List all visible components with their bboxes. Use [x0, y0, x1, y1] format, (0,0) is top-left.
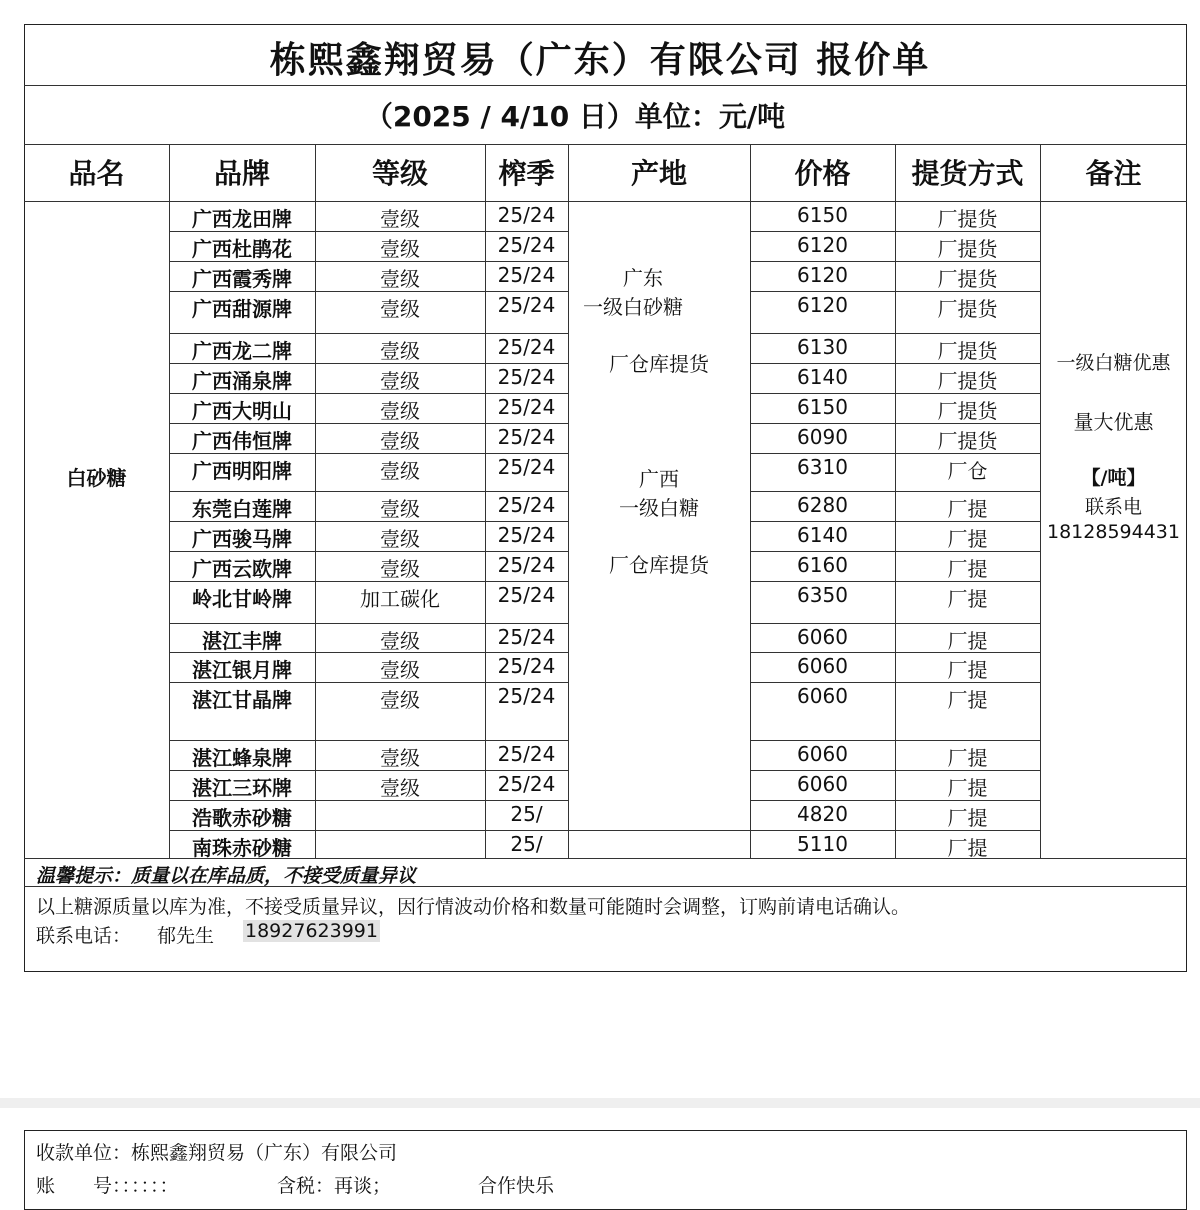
price-cell: 6120: [797, 263, 848, 287]
season-cell: 25/24: [497, 493, 556, 517]
origin-guangxi-delivery: 厂仓库提货: [609, 553, 709, 577]
price-cell: 6130: [797, 335, 848, 359]
price-cell: 6150: [797, 203, 848, 227]
brand-cell: 东莞白莲牌: [192, 497, 292, 521]
price-cell: 6150: [797, 395, 848, 419]
grade-cell: 壹级: [380, 746, 420, 770]
remark-contact-label: 联系电: [1084, 496, 1142, 518]
price-cell: 6140: [797, 523, 848, 547]
table-row: [169, 423, 1040, 453]
grade-cell: 壹级: [380, 297, 420, 321]
table-row: [169, 231, 1040, 261]
season-cell: 25/24: [497, 365, 556, 389]
table-row: [169, 652, 1040, 682]
brand-cell: 广西龙田牌: [192, 207, 292, 231]
price-cell: 6120: [797, 293, 848, 317]
grade-cell: 壹级: [380, 339, 420, 363]
quality-warning: 温馨提示：质量以在库品质，不接受质量异议: [36, 865, 417, 887]
season-cell: 25/24: [497, 742, 556, 766]
grade-cell: 壹级: [380, 688, 420, 712]
header-remark: 备注: [1085, 157, 1142, 190]
divider: [24, 85, 1187, 86]
season-cell: 25/24: [497, 772, 556, 796]
header-brand: 品牌: [213, 157, 270, 190]
header-origin: 产地: [630, 157, 687, 190]
delivery-cell: 厂提: [947, 658, 988, 682]
grade-cell: 壹级: [380, 369, 420, 393]
grade-cell: 壹级: [380, 629, 420, 653]
header-price: 价格: [794, 157, 851, 190]
season-cell: 25/24: [497, 335, 556, 359]
delivery-cell: 厂提货: [937, 429, 998, 453]
payee-line: 收款单位：栋熙鑫翔贸易（广东）有限公司: [36, 1142, 398, 1164]
price-cell: 5110: [797, 832, 848, 856]
divider: [24, 144, 1187, 145]
delivery-cell: 厂提: [947, 527, 988, 551]
price-cell: 6060: [797, 684, 848, 708]
price-cell: 6060: [797, 625, 848, 649]
price-cell: 6310: [797, 455, 848, 479]
brand-cell: 广西杜鹃花: [192, 237, 292, 261]
remark-unit: 【/吨】: [1081, 467, 1146, 489]
table-row: [169, 800, 1040, 830]
season-cell: 25/24: [497, 263, 556, 287]
price-cell: 6060: [797, 772, 848, 796]
page-separator: [0, 1098, 1200, 1108]
grade-cell: 壹级: [380, 459, 420, 483]
brand-cell: 湛江银月牌: [192, 658, 292, 682]
season-cell: 25/24: [497, 233, 556, 257]
quality-notice: 以上糖源质量以库为准，不接受质量异议，因行情波动价格和数量可能随时会调整，订购前请电话确认。: [36, 896, 911, 918]
table-row: [169, 830, 1040, 858]
header-season: 榨季: [498, 157, 555, 190]
price-cell: 4820: [797, 802, 848, 826]
table-row: [169, 740, 1040, 770]
season-cell: 25/24: [497, 684, 556, 708]
grade-cell: 壹级: [380, 399, 420, 423]
remark-contact-phone: 18128594431: [1047, 521, 1180, 543]
season-cell: 25/24: [497, 625, 556, 649]
delivery-cell: 厂提: [947, 776, 988, 800]
grade-cell: 壹级: [380, 429, 420, 453]
grade-cell: 壹级: [380, 557, 420, 581]
account-line: 账 号：：：：：：: [36, 1175, 179, 1197]
brand-cell: 广西霞秀牌: [192, 267, 292, 291]
origin-guangxi-region: 广西: [639, 467, 679, 491]
divider: [24, 858, 1187, 859]
delivery-cell: 厂提: [947, 746, 988, 770]
delivery-cell: 厂提货: [937, 297, 998, 321]
origin-guangdong-region: 广东: [623, 266, 663, 290]
season-cell: 25/24: [497, 583, 556, 607]
document-title: 栋熙鑫翔贸易（广东）有限公司 报价单: [269, 40, 931, 81]
brand-cell: 广西甜源牌: [192, 297, 292, 321]
grade-cell: 壹级: [380, 527, 420, 551]
brand-cell: 广西大明山: [192, 399, 292, 423]
price-cell: 6060: [797, 742, 848, 766]
closing-note: 合作快乐: [478, 1175, 555, 1197]
season-cell: 25/24: [497, 553, 556, 577]
grade-cell: 壹级: [380, 237, 420, 261]
delivery-cell: 厂提: [947, 497, 988, 521]
brand-cell: 广西明阳牌: [192, 459, 292, 483]
delivery-cell: 厂仓: [947, 459, 988, 483]
brand-cell: 广西龙二牌: [192, 339, 292, 363]
brand-cell: 湛江丰牌: [202, 629, 282, 653]
brand-cell: 湛江三环牌: [192, 776, 292, 800]
brand-cell: 湛江甘晶牌: [192, 688, 292, 712]
brand-cell: 广西云欧牌: [192, 557, 292, 581]
brand-cell: 广西伟恒牌: [192, 429, 292, 453]
delivery-cell: 厂提: [947, 806, 988, 830]
document-subtitle: （2025 / 4/10 日）单位：元/吨: [364, 100, 786, 133]
season-cell: 25/24: [497, 293, 556, 317]
season-cell: 25/: [510, 832, 543, 856]
delivery-cell: 厂提货: [937, 339, 998, 363]
grade-cell: 壹级: [380, 776, 420, 800]
remark-discount: 一级白糖优惠: [1056, 352, 1171, 374]
grade-cell: 壹级: [380, 658, 420, 682]
season-cell: 25/24: [497, 395, 556, 419]
brand-cell: 广西涌泉牌: [192, 369, 292, 393]
season-cell: 25/24: [497, 455, 556, 479]
brand-cell: 浩歌赤砂糖: [192, 806, 292, 830]
table-row: [169, 521, 1040, 551]
brand-cell: 湛江蜂泉牌: [192, 746, 292, 770]
delivery-cell: 厂提: [947, 629, 988, 653]
season-cell: 25/: [510, 802, 543, 826]
header-grade: 等级: [371, 157, 428, 190]
table-row: [169, 623, 1040, 652]
brand-cell: 广西骏马牌: [192, 527, 292, 551]
origin-guangxi-grade: 一级白糖: [619, 496, 699, 520]
delivery-cell: 厂提货: [937, 267, 998, 291]
grade-cell: 壹级: [380, 267, 420, 291]
table-row: [169, 682, 1040, 740]
product-name: 白砂糖: [66, 466, 127, 490]
header-product: 品名: [68, 157, 125, 190]
contact-name: 郁先生: [157, 925, 215, 947]
season-cell: 25/24: [497, 203, 556, 227]
origin-guangdong-delivery: 厂仓库提货: [609, 352, 709, 376]
brand-cell: 南珠赤砂糖: [192, 836, 292, 860]
price-cell: 6060: [797, 654, 848, 678]
season-cell: 25/24: [497, 654, 556, 678]
table-row: [169, 201, 1040, 231]
price-cell: 6350: [797, 583, 848, 607]
delivery-cell: 厂提: [947, 688, 988, 712]
price-cell: 6280: [797, 493, 848, 517]
brand-cell: 岭北甘岭牌: [192, 587, 292, 611]
price-cell: 6140: [797, 365, 848, 389]
header-delivery: 提货方式: [911, 157, 1024, 190]
delivery-cell: 厂提货: [937, 237, 998, 261]
table-row: [169, 770, 1040, 800]
table-row: [169, 393, 1040, 423]
grade-cell: 加工碳化: [360, 587, 440, 611]
price-cell: 6160: [797, 553, 848, 577]
remark-volume: 量大优惠: [1073, 410, 1154, 434]
delivery-cell: 厂提: [947, 836, 988, 860]
delivery-cell: 厂提: [947, 587, 988, 611]
delivery-cell: 厂提货: [937, 369, 998, 393]
contact-label: 联系电话：: [36, 925, 132, 947]
season-cell: 25/24: [497, 425, 556, 449]
grade-cell: 壹级: [380, 497, 420, 521]
tax-terms: 含税：再谈；: [277, 1175, 392, 1197]
contact-phone: 18927623991: [245, 920, 378, 942]
origin-guangdong-grade: 一级白砂糖: [583, 295, 683, 319]
season-cell: 25/24: [497, 523, 556, 547]
delivery-cell: 厂提货: [937, 399, 998, 423]
price-cell: 6120: [797, 233, 848, 257]
grade-cell: 壹级: [380, 207, 420, 231]
divider: [24, 886, 1187, 887]
delivery-cell: 厂提货: [937, 207, 998, 231]
table-row: [169, 581, 1040, 623]
price-cell: 6090: [797, 425, 848, 449]
delivery-cell: 厂提: [947, 557, 988, 581]
